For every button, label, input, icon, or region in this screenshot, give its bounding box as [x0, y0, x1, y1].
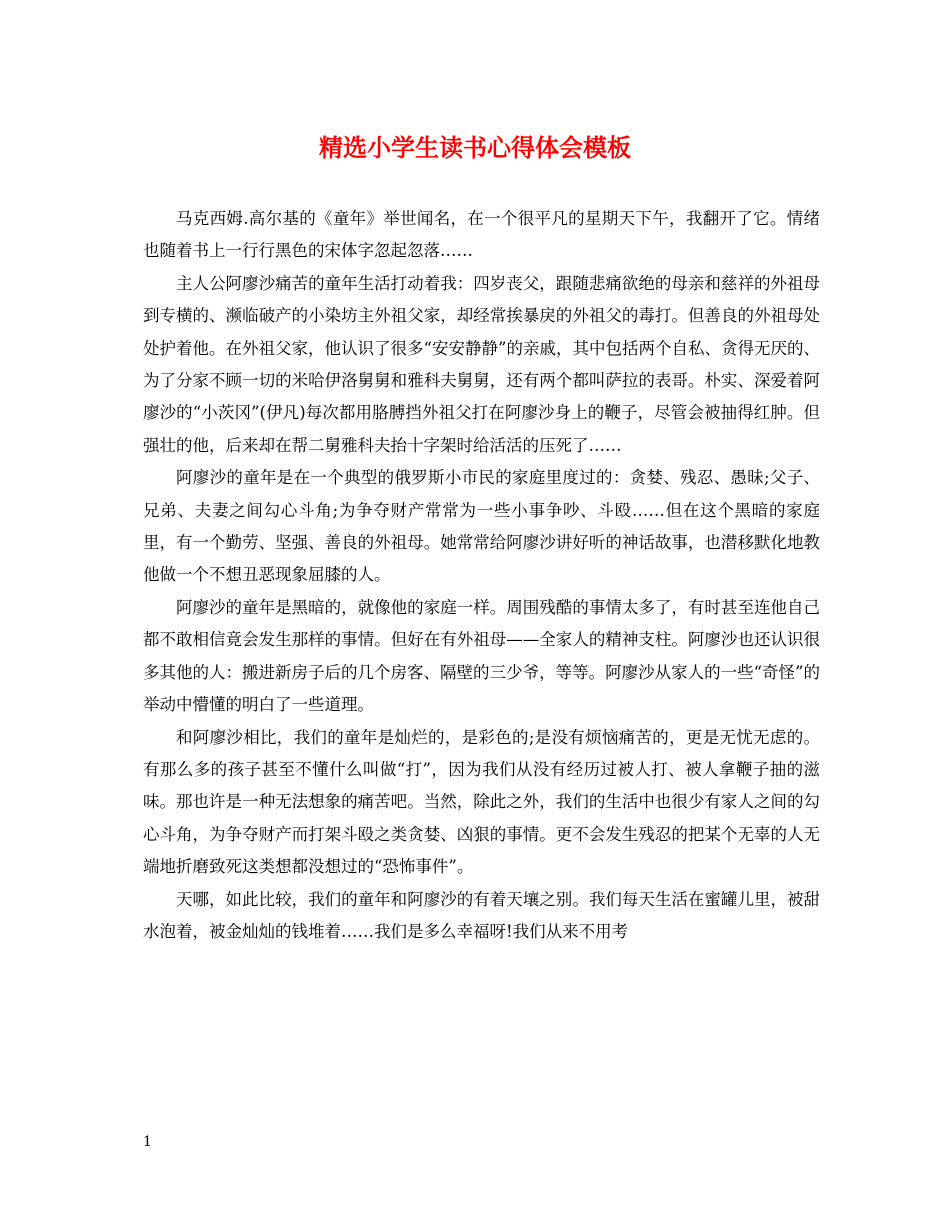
page-number: 1 — [143, 1134, 152, 1150]
paragraph: 马克西姆.高尔基的《童年》举世闻名，在一个很平凡的星期天下午，我翻开了它。情绪也随着书上一行行黑色的宋体字忽起忽落…… — [143, 209, 820, 261]
document-title: 精选小学生读书心得体会模板 — [319, 133, 631, 162]
paragraph: 天哪，如此比较，我们的童年和阿廖沙的有着天壤之别。我们每天生活在蜜罐儿里，被甜水泡着，被金灿灿的钱堆着……我们是多么幸福呀!我们从来不用考 — [143, 889, 820, 941]
document-body — [143, 203, 820, 948]
paragraph: 主人公阿廖沙痛苦的童年生活打动着我：四岁丧父，跟随悲痛欲绝的母亲和慈祥的外祖母到专横的、濒临破产的小染坊主外祖父家，却经常挨暴戾的外祖父的毒打。但善良的外祖母处处护着他。在外祖父家，他认识了很多“安安静静”的亲戚，其中包括两个自私、贪得无厌的、为了分家不顾一切的米哈伊洛舅舅和雅科夫舅舅，还有两个都叫萨拉的表哥。朴实、深爱着阿廖沙的“小茨冈”(伊凡)每次都用胳膊挡外祖父打在阿廖沙身上的鞭子，尽管会被抽得红肿。但强壮的他，后来却在帮二舅雅科夫抬十字架时给活活的压死了…… — [143, 273, 820, 455]
paragraph: 和阿廖沙相比，我们的童年是灿烂的，是彩色的;是没有烦恼痛苦的，更是无忧无虑的。有那么多的孩子甚至不懂什么叫做“打”，因为我们从没有经历过被人打、被人拿鞭子抽的滋味。那也许是一种无法想象的痛苦吧。当然，除此之外，我们的生活中也很少有家人之间的勾心斗角，为争夺财产而打架斗殴之类贪婪、凶狠的事情。更不会发生残忍的把某个无辜的人无端地折磨致死这类想都没想过的“恐怖事件”。 — [143, 727, 820, 877]
paragraph: 阿廖沙的童年是黑暗的，就像他的家庭一样。周围残酷的事情太多了，有时甚至连他自己都不敢相信竟会发生那样的事情。但好在有外祖母——全家人的精神支柱。阿廖沙也还认识很多其他的人：搬进新房子后的几个房客、隔壁的三少爷，等等。阿廖沙从家人的一些“奇怪”的举动中懵懂的明白了一些道理。 — [143, 597, 820, 715]
paragraph: 阿廖沙的童年是在一个典型的俄罗斯小市民的家庭里度过的：贪婪、残忍、愚昧;父子、兄弟、夫妻之间勾心斗角;为争夺财产常常为一些小事争吵、斗殴……但在这个黑暗的家庭里，有一个勤劳、坚强、善良的外祖母。她常常给阿廖沙讲好听的神话故事，也潜移默化地教他做一个不想丑恶现象屈膝的人。 — [143, 468, 820, 585]
